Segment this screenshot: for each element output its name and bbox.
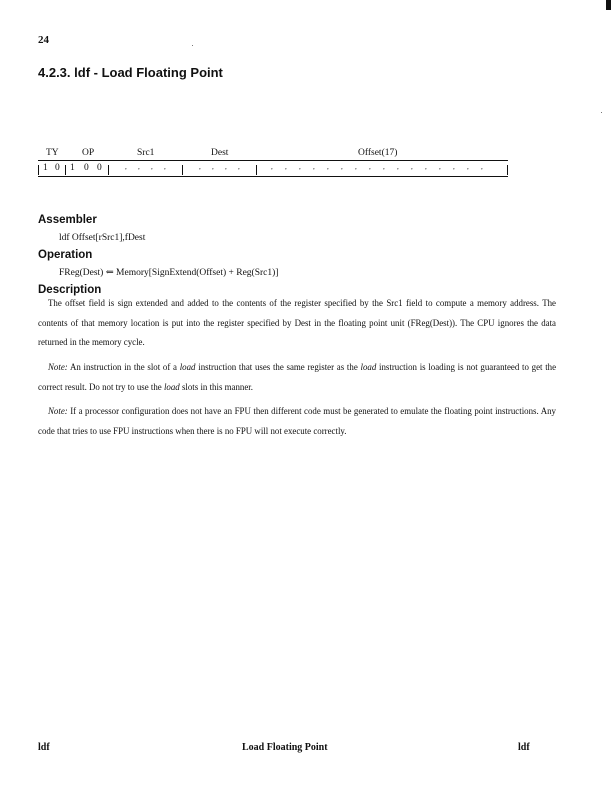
field-src1-label: Src1 — [137, 148, 155, 158]
bit-tick: , — [467, 163, 469, 171]
note-text: slots in this manner. — [181, 381, 253, 392]
note-emphasis: load — [179, 362, 196, 372]
field-dest-label: Dest — [211, 148, 229, 158]
description-heading: Description — [38, 284, 102, 296]
bit-tick: , — [212, 163, 214, 171]
note-label: Note: — [48, 362, 68, 372]
bit-tick: , — [397, 163, 399, 171]
scan-speck — [192, 45, 193, 46]
note-text: If a processor configuration does not have an FPU then different code must be generated to emulate the floating point instructions. Any code that tries to use FPU instructions when there is no FPU will not execute correctly. — [38, 406, 556, 436]
bit-tick: , — [164, 163, 166, 171]
bit-tick: , — [313, 163, 315, 171]
bit-op-1: 1 — [70, 163, 76, 173]
bit-tick: , — [425, 163, 427, 171]
field-bar — [256, 165, 257, 175]
operation-code: FReg(Dest) ⇐ Memory[SignExtend(Offset) + Reg(Src1)] — [59, 268, 279, 278]
note-load-slot — [38, 358, 556, 397]
bit-tick: , — [151, 163, 153, 171]
bit-tick: , — [369, 163, 371, 171]
bit-ty-1: 1 — [43, 163, 49, 173]
description-text: The offset field is sign extended and added to the contents of the register specified by the Src1 field to compute a memory address. The contents of that memory location is put into the register specified by Dest in the floating point unit (FReg(Dest)). The CPU ignores the data returned in the memory cycle. — [38, 298, 556, 347]
note-text: instruction that uses the same register as the — [198, 362, 358, 372]
bit-tick: , — [271, 163, 273, 171]
note-emphasis: load — [163, 381, 180, 392]
bit-tick: , — [481, 163, 483, 171]
note-fpu — [38, 402, 556, 441]
field-bottom-line — [38, 176, 508, 177]
bit-op-0a: 0 — [84, 163, 90, 173]
footer-right: ldf — [518, 742, 530, 753]
note-label: Note: — [48, 406, 68, 416]
note-emphasis: load — [360, 362, 377, 372]
description-paragraph — [38, 294, 556, 353]
note-text: An instruction in the slot of a — [69, 362, 177, 372]
assembler-code: ldf Offset[rSrc1],fDest — [59, 233, 146, 243]
bit-tick: , — [341, 163, 343, 171]
field-bar — [65, 165, 66, 175]
bit-tick: , — [238, 163, 240, 171]
field-bar — [182, 165, 183, 175]
bit-ty-0: 0 — [55, 163, 61, 173]
assembler-heading: Assembler — [38, 214, 97, 226]
bit-tick: , — [225, 163, 227, 171]
field-ty-label: TY — [46, 148, 59, 158]
field-bar — [38, 165, 39, 175]
bit-tick: , — [138, 163, 140, 171]
bit-tick: , — [327, 163, 329, 171]
field-bar — [108, 165, 109, 175]
footer-left: ldf — [38, 742, 50, 753]
scan-edge-mark — [606, 0, 611, 10]
field-divider-line — [38, 160, 508, 161]
bit-op-0b: 0 — [97, 163, 103, 173]
bit-tick: , — [383, 163, 385, 171]
section-title: 4.2.3. ldf - Load Floating Point — [38, 65, 223, 80]
page-number: 24 — [38, 34, 49, 46]
bit-tick: , — [125, 163, 127, 171]
scan-speck — [601, 112, 602, 113]
bit-tick: , — [355, 163, 357, 171]
footer-center: Load Floating Point — [242, 742, 328, 753]
bit-tick: , — [439, 163, 441, 171]
operation-heading: Operation — [38, 249, 93, 261]
bit-tick: , — [299, 163, 301, 171]
bit-tick: , — [411, 163, 413, 171]
bit-tick: , — [285, 163, 287, 171]
bit-tick: , — [453, 163, 455, 171]
field-op-label: OP — [82, 148, 95, 158]
bit-tick: , — [199, 163, 201, 171]
field-offset-label: Offset(17) — [358, 148, 398, 158]
note-text: instruction is loading is not guaranteed to get the correct result. Do not try to use the — [38, 362, 557, 392]
field-bar — [507, 165, 508, 175]
